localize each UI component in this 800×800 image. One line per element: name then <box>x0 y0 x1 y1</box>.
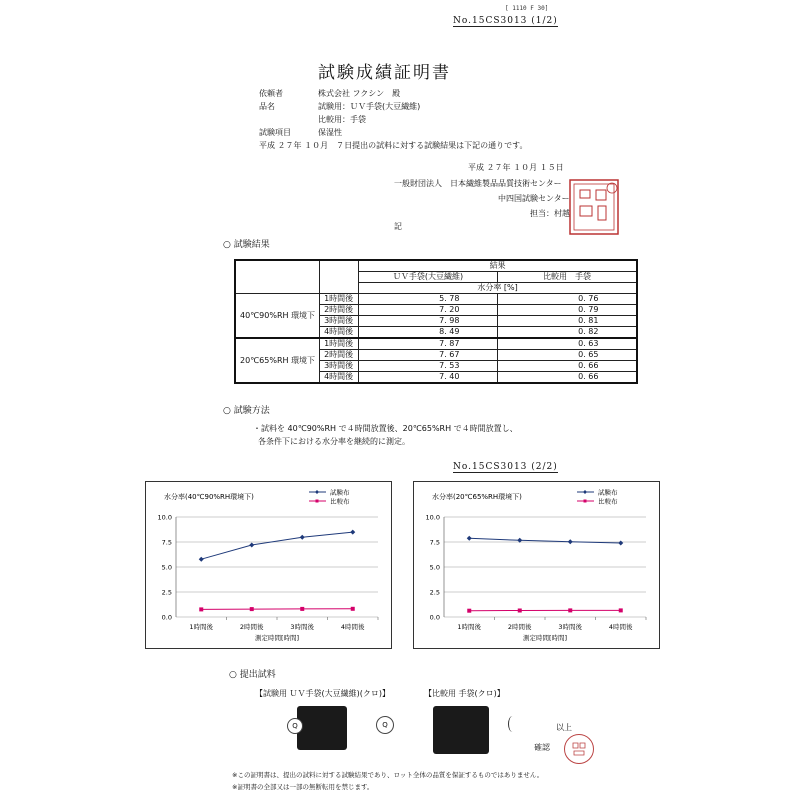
page-title: 試験成績証明書 <box>318 63 451 83</box>
method-line-2: 各条件下における水分率を継続的に測定。 <box>258 437 410 446</box>
issuer-branch: 中四国試験センター <box>498 194 570 203</box>
x-tick-label: 4時間後 <box>608 623 633 631</box>
y-tick-label: 2.5 <box>161 588 172 597</box>
data-point <box>467 609 471 613</box>
requester-label: 依頼者 <box>259 89 283 98</box>
series-line-1 <box>201 609 353 610</box>
time-cell: 1時間後 <box>320 338 359 350</box>
legend-marker <box>315 490 319 494</box>
compare-value-cell: 0. 82 <box>498 327 638 339</box>
x-tick-label: 4時間後 <box>340 623 365 631</box>
table-header-uv: ＵＶ手袋(大豆繊維) <box>359 272 498 283</box>
x-tick-label: 2時間後 <box>239 623 264 631</box>
table-row <box>235 294 637 305</box>
product-label: 品名 <box>259 102 275 111</box>
data-point <box>619 608 623 612</box>
legend-label: 比較布 <box>598 497 618 506</box>
x-tick-label: 3時間後 <box>558 623 583 631</box>
x-tick-label: 1時間後 <box>189 623 214 631</box>
compare-value-cell: 0. 63 <box>498 338 638 350</box>
time-cell: 1時間後 <box>320 294 359 305</box>
ki-label: 記 <box>394 222 402 231</box>
table-time-header-cell <box>320 260 359 294</box>
sample-label-compare: 【比較用 手袋(クロ)】 <box>424 689 505 698</box>
document-code: [ 1110 F 30] <box>505 5 549 12</box>
data-point <box>199 557 204 562</box>
uv-value-cell: 7. 87 <box>359 338 498 350</box>
data-point <box>568 608 572 612</box>
y-tick-label: 5.0 <box>429 563 440 572</box>
requester-value: 株式会社 フクシン 殿 <box>318 89 401 98</box>
time-cell: 4時間後 <box>320 327 359 339</box>
official-seal <box>566 176 622 238</box>
chart-40c90rh <box>145 481 392 649</box>
uv-value-cell: 7. 53 <box>359 361 498 372</box>
uv-value-cell: 8. 49 <box>359 327 498 339</box>
compare-value-cell: 0. 66 <box>498 372 638 384</box>
chart-title: 水分率(20℃65%RH環境下) <box>432 493 522 501</box>
x-tick-label: 3時間後 <box>290 623 315 631</box>
data-point <box>249 543 254 548</box>
sample-tag-logo: Q <box>287 718 303 734</box>
ijou-label: 以上 <box>556 723 572 732</box>
y-tick-label: 0.0 <box>161 613 172 622</box>
table-row <box>235 338 637 350</box>
results-section-title: ○ 試験結果 <box>223 240 270 250</box>
uv-value-cell: 7. 67 <box>359 350 498 361</box>
legend-label: 試験布 <box>330 488 350 497</box>
data-point <box>250 607 254 611</box>
uv-value-cell: 7. 98 <box>359 316 498 327</box>
data-point <box>351 607 355 611</box>
sample-label-test: 【試験用 ＵＶ手袋(大豆繊維)(クロ)】 <box>255 689 391 698</box>
sample-bracket-mark <box>508 716 517 732</box>
x-axis-label: 測定時間[時間] <box>522 634 568 642</box>
y-tick-label: 5.0 <box>161 563 172 572</box>
uv-value-cell: 5. 78 <box>359 294 498 305</box>
compare-value-cell: 0. 65 <box>498 350 638 361</box>
method-line-1: ・試料を 40℃90%RH で４時間放置後、20℃65%RH で４時間放置し、 <box>253 424 518 433</box>
table-corner-cell <box>235 260 320 294</box>
chart-40c90rh-svg <box>146 482 391 648</box>
compare-value-cell: 0. 66 <box>498 361 638 372</box>
legend-label: 比較布 <box>330 497 350 506</box>
document-number: No.15CS3013 (1/2) <box>453 16 558 26</box>
x-tick-label: 1時間後 <box>457 623 482 631</box>
document-number-2: No.15CS3013 (2/2) <box>453 462 558 472</box>
compare-value-cell: 0. 79 <box>498 305 638 316</box>
data-point <box>300 607 304 611</box>
seal-graphic <box>566 176 622 238</box>
legend-marker <box>583 490 587 494</box>
table-header-compare: 比較用 手袋 <box>498 272 638 283</box>
y-tick-label: 10.0 <box>425 513 440 522</box>
intro-sentence: 平成 ２７年 １０月 ７日提出の試料に対する試験結果は下記の通りです。 <box>259 141 528 150</box>
footnote-1: ※この証明書は、提出の試料に対する試験結果であり、ロット全体の品質を保証するものではありません。 <box>232 771 544 779</box>
sample-tag-logo: Q <box>376 716 394 734</box>
compare-value-cell: 0. 81 <box>498 316 638 327</box>
data-point <box>467 536 472 541</box>
legend-marker <box>316 500 319 503</box>
x-axis-label: 測定時間[時間] <box>254 634 300 642</box>
y-tick-label: 0.0 <box>429 613 440 622</box>
footnote-2: ※証明書の全部又は一部の無断転用を禁じます。 <box>232 783 374 791</box>
table-header-result: 結果 <box>359 260 638 272</box>
time-cell: 3時間後 <box>320 316 359 327</box>
y-tick-label: 2.5 <box>429 588 440 597</box>
table-header-unit: 水分率 [%] <box>359 283 638 294</box>
time-cell: 2時間後 <box>320 305 359 316</box>
product-value-compare: 比較用：手袋 <box>318 115 366 124</box>
series-line-0 <box>201 532 353 559</box>
chart-title: 水分率(40℃90%RH環境下) <box>164 493 254 501</box>
chart-20c65rh-svg <box>414 482 659 648</box>
y-tick-label: 7.5 <box>429 538 440 547</box>
samples-section-title: ○ 提出試料 <box>229 670 276 680</box>
data-point <box>518 609 522 613</box>
kakunin-label: 確認 <box>534 743 550 752</box>
uv-value-cell: 7. 40 <box>359 372 498 384</box>
data-point <box>350 530 355 535</box>
data-point <box>300 535 305 540</box>
x-tick-label: 2時間後 <box>507 623 532 631</box>
product-value-test: 試験用：ＵＶ手袋(大豆繊維) <box>318 102 421 111</box>
confirmation-stamp <box>564 734 594 764</box>
sample-swatch-compare <box>433 706 489 754</box>
chart-20c65rh <box>413 481 660 649</box>
time-cell: 4時間後 <box>320 372 359 384</box>
issuer-person: 担当：村越 <box>530 209 570 218</box>
data-point <box>568 539 573 544</box>
y-tick-label: 7.5 <box>161 538 172 547</box>
legend-label: 試験布 <box>598 488 618 497</box>
issue-date: 平成 ２７年 １０月 １５日 <box>468 163 564 172</box>
method-section-title: ○ 試験方法 <box>223 406 270 416</box>
compare-value-cell: 0. 76 <box>498 294 638 305</box>
time-cell: 2時間後 <box>320 350 359 361</box>
data-point <box>618 541 623 546</box>
test-item-label: 試験項目 <box>259 128 291 137</box>
uv-value-cell: 7. 20 <box>359 305 498 316</box>
legend-marker <box>584 500 587 503</box>
sample-swatch-test <box>297 706 347 750</box>
condition-cell: 20℃65%RH 環境下 <box>235 338 320 383</box>
test-item-value: 保湿性 <box>318 128 342 137</box>
results-table <box>234 259 638 384</box>
issuer-organization: 一般財団法人 日本繊維製品品質技術センター <box>394 179 562 188</box>
time-cell: 3時間後 <box>320 361 359 372</box>
data-point <box>199 607 203 611</box>
y-tick-label: 10.0 <box>157 513 172 522</box>
condition-cell: 40℃90%RH 環境下 <box>235 294 320 339</box>
